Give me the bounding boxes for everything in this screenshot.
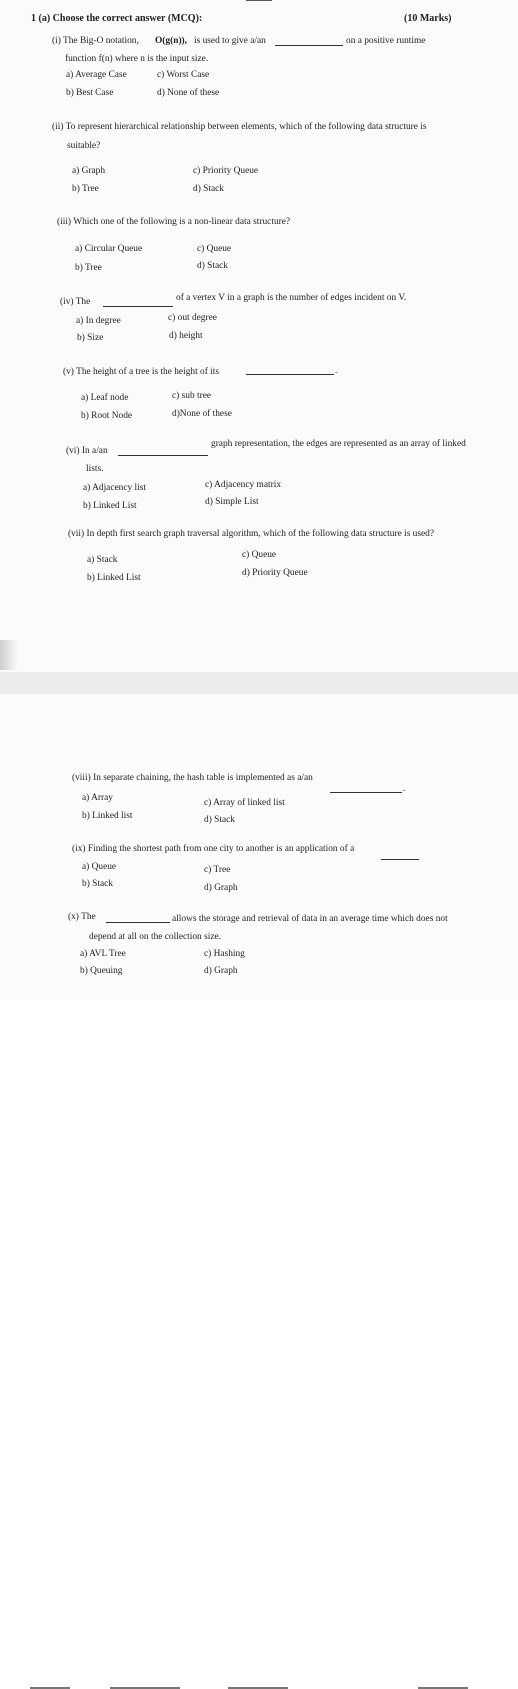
q6-answer-blank[interactable]	[118, 455, 208, 456]
q6-option-a[interactable]: a) Adjacency list	[83, 483, 146, 493]
cut-off-text-fragment	[418, 1687, 468, 1689]
q9-stem: (ix) Finding the shortest path from one city to another is an application of a	[72, 844, 355, 854]
page-gap	[0, 672, 518, 694]
q1-stem-end: on a positive runtime	[346, 36, 426, 46]
q5-option-b[interactable]: b) Root Node	[81, 411, 133, 421]
q6-stem-start: (vi) In a/an	[66, 446, 108, 456]
q1-stem-bold: O(g(n)),	[155, 36, 188, 46]
q6-option-d[interactable]: d) Simple List	[205, 497, 259, 507]
q8-option-c[interactable]: c) Array of linked list	[204, 798, 285, 808]
q7-stem: (vii) In depth first search graph traversal algorithm, which of the following data structure is used?	[68, 529, 435, 539]
q4-option-a[interactable]: a) In degree	[76, 316, 121, 326]
top-rule	[246, 0, 272, 1]
q10-answer-blank[interactable]	[106, 922, 170, 923]
q4-option-c[interactable]: c) out degree	[168, 313, 217, 323]
q6-option-b[interactable]: b) Linked List	[83, 501, 137, 511]
q8-stem-start: (viii) In separate chaining, the hash table is implemented as a/an	[72, 773, 313, 783]
q1-option-c[interactable]: c) Worst Case	[157, 70, 210, 80]
q9-option-a[interactable]: a) Queue	[82, 862, 117, 872]
q2-option-b[interactable]: b) Tree	[72, 184, 99, 194]
q4-option-b[interactable]: b) Size	[77, 333, 104, 343]
q9-option-d[interactable]: d) Graph	[204, 883, 238, 893]
q3-option-b[interactable]: b) Tree	[75, 263, 102, 273]
q4-stem-end: of a vertex V in a graph is the number of edges incident on V.	[176, 293, 407, 303]
q4-stem-start: (iv) The	[60, 297, 91, 307]
q10-stem-end: allows the storage and retrieval of data in an average time which does not	[172, 914, 448, 924]
q3-option-d[interactable]: d) Stack	[197, 261, 228, 271]
q9-option-b[interactable]: b) Stack	[82, 879, 113, 889]
q8-option-d[interactable]: d) Stack	[204, 815, 235, 825]
q2-option-a[interactable]: a) Graph	[72, 166, 106, 176]
q6-stem-line2: lists.	[86, 464, 104, 474]
q9-answer-blank[interactable]	[381, 859, 419, 860]
q5-stem-end: .	[335, 366, 338, 376]
q1-option-a[interactable]: a) Average Case	[66, 70, 127, 80]
q1-answer-blank[interactable]	[275, 45, 343, 46]
q1-stem-start: (i) The Big-O notation,	[52, 36, 139, 46]
q8-answer-blank[interactable]	[330, 792, 402, 793]
q2-option-d[interactable]: d) Stack	[193, 184, 224, 194]
q7-option-d[interactable]: d) Priority Queue	[242, 568, 308, 578]
q6-stem-end: graph representation, the edges are represented as an array of linked	[211, 439, 466, 449]
q10-option-a[interactable]: a) AVL Tree	[80, 949, 126, 959]
q7-option-c[interactable]: c) Queue	[242, 550, 277, 560]
q10-stem-line2: depend at all on the collection size.	[89, 932, 221, 942]
cut-off-text-fragment	[110, 1687, 180, 1689]
q1-option-b[interactable]: b) Best Case	[66, 88, 114, 98]
q7-option-b[interactable]: b) Linked List	[87, 573, 141, 583]
exam-page-1	[0, 0, 518, 672]
q2-stem-line2: suitable?	[67, 141, 101, 151]
section-title: 1 (a) Choose the correct answer (MCQ):	[31, 13, 203, 24]
q3-stem: (iii) Which one of the following is a non-linear data structure?	[57, 217, 291, 227]
q9-option-c[interactable]: c) Tree	[204, 865, 231, 875]
q3-option-a[interactable]: a) Circular Queue	[75, 244, 143, 254]
q8-option-b[interactable]: b) Linked list	[82, 811, 133, 821]
cut-off-text-fragment	[228, 1687, 288, 1689]
q6-option-c[interactable]: c) Adjacency matrix	[205, 480, 282, 490]
q10-option-d[interactable]: d) Graph	[204, 966, 238, 976]
q5-option-a[interactable]: a) Leaf node	[81, 393, 129, 403]
q8-option-a[interactable]: a) Array	[82, 793, 113, 803]
q1-stem-mid: is used to give a/an	[194, 36, 266, 46]
q5-option-d[interactable]: d)None of these	[172, 409, 232, 419]
q3-option-c[interactable]: c) Queue	[197, 244, 232, 254]
marks-label: (10 Marks)	[404, 13, 452, 24]
q1-option-d[interactable]: d) None of these	[157, 88, 220, 98]
page-shadow	[0, 640, 18, 670]
q1-stem-line2: function f(n) where n is the input size.	[65, 54, 209, 64]
q5-option-c[interactable]: c) sub tree	[172, 391, 212, 401]
q4-answer-blank[interactable]	[103, 306, 173, 307]
q10-option-b[interactable]: b) Queuing	[80, 966, 123, 976]
cut-off-text-fragment	[30, 1687, 70, 1689]
q4-option-d[interactable]: d) height	[169, 331, 203, 341]
exam-page-2	[0, 694, 518, 1000]
q2-option-c[interactable]: c) Priority Queue	[193, 166, 259, 176]
q8-stem-end: .	[403, 784, 406, 794]
q7-option-a[interactable]: a) Stack	[87, 555, 118, 565]
q5-answer-blank[interactable]	[246, 374, 334, 375]
q10-option-c[interactable]: c) Hashing	[204, 949, 245, 959]
q5-stem-start: (v) The height of a tree is the height of its	[63, 367, 220, 377]
q2-stem-line1: (ii) To represent hierarchical relationship between elements, which of the following data structure is	[52, 122, 427, 132]
q10-stem-start: (x) The	[68, 912, 96, 922]
